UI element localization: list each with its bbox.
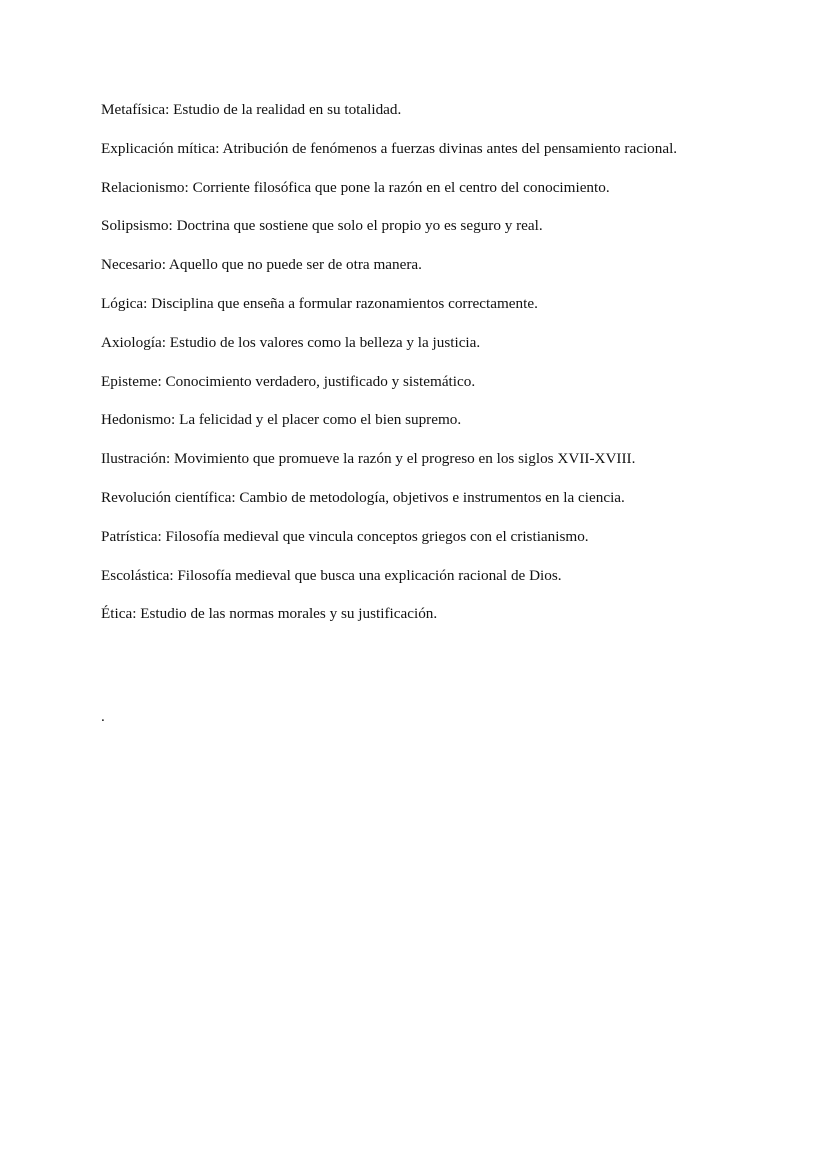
entry-term: Metafísica [101,101,166,118]
glossary-entry [101,99,727,121]
glossary-entry [101,565,727,587]
entry-term: Solipsismo [101,217,169,235]
entry-separator: : [165,450,174,468]
glossary-entry [101,409,727,431]
entry-definition: Atribución de fenómenos a fuerzas divinas antes del pensamiento racional. [222,139,678,157]
glossary-entry [101,603,727,625]
glossary-entry [101,138,727,160]
glossary-entry [101,448,727,470]
entry-term: Axiología [101,333,162,351]
entry-term: Episteme [101,372,158,390]
glossary-entry [101,215,727,237]
trailing-period: . [101,708,105,725]
entry-separator: : [168,217,177,235]
entry-separator: : [157,372,166,390]
entry-term: Revolución científica [101,488,232,506]
glossary-entry [101,332,727,354]
entry-term: Relacionismo [101,178,185,196]
entry-definition: Estudio de las normas morales y su justificación. [140,605,438,623]
glossary-entry [101,254,727,276]
entry-definition: Aquello que no puede ser de otra manera. [168,256,422,274]
entry-definition: Estudio de la realidad en su totalidad. [173,101,402,118]
entry-term: Explicación mítica [101,139,216,157]
glossary-entry [101,293,727,315]
entry-definition: Filosofía medieval que busca una explicación racional de Dios. [177,566,562,584]
entry-term: Patrística [101,527,158,545]
entry-definition: Doctrina que sostiene que solo el propio yo es seguro y real. [176,217,543,235]
entry-definition: Estudio de los valores como la belleza y la justicia. [169,333,481,351]
entry-definition: Filosofía medieval que vincula conceptos griegos con el cristianismo. [165,527,589,545]
entry-term: Lógica [101,294,144,312]
glossary-entry [101,177,727,199]
entry-separator: : [132,605,141,623]
entry-separator: : [215,139,223,157]
entry-definition: Conocimiento verdadero, justificado y sistemático. [165,372,476,390]
entry-definition: La felicidad y el placer como el bien supremo. [179,411,462,429]
entry-separator: : [169,566,178,584]
glossary-entry [101,526,727,548]
entry-term: Necesario [101,256,162,274]
entry-separator: : [165,101,174,118]
entry-definition: Cambio de metodología, objetivos e instrumentos en la ciencia. [239,488,625,506]
entry-definition: Corriente filosófica que pone la razón en el centro del conocimiento. [192,178,610,196]
entry-separator: : [157,527,166,545]
entry-definition: Movimiento que promueve la razón y el progreso en los siglos XVII-XVIII. [173,450,636,468]
entry-separator: : [161,256,169,274]
entry-term: Escolástica [101,566,170,584]
glossary-entry [101,487,727,509]
entry-term: Hedonismo [101,411,172,429]
entry-term: Ilustración [101,450,166,468]
entry-separator: : [231,488,240,506]
glossary-entry [101,371,727,393]
entry-separator: : [143,294,152,312]
entry-separator: : [161,333,170,351]
entry-term: Ética [101,605,133,623]
entry-separator: : [184,178,193,196]
glossary-list [101,99,727,642]
entry-definition: Disciplina que enseña a formular razonamientos correctamente. [151,294,538,312]
entry-separator: : [171,411,180,429]
